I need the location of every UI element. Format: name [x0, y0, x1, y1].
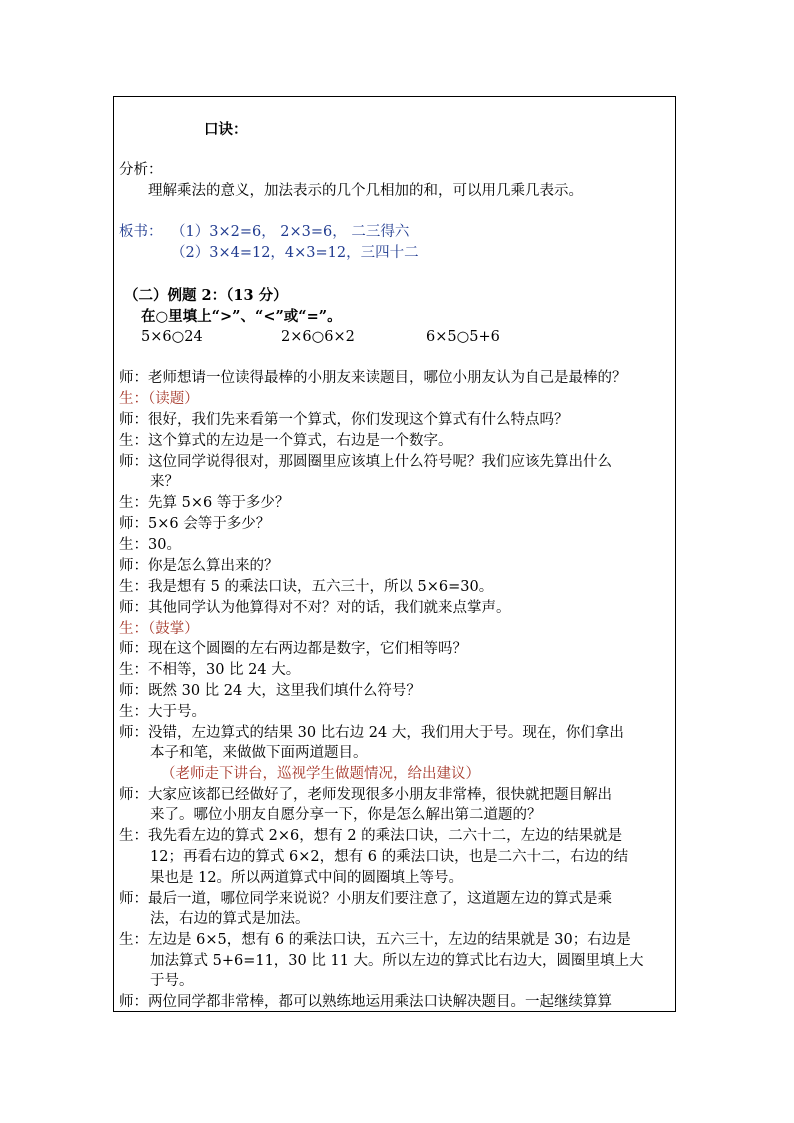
- analysis-title: 分析：: [119, 162, 163, 178]
- dialogue-line: 师：两位同学都非常棒，都可以熟练地运用乘法口诀解决题目。一起继续算算: [119, 994, 612, 1010]
- problem-3: 6×5○5+6: [426, 329, 500, 345]
- dialogue-line: 本子和笔，来做做下面两道题目。: [150, 745, 368, 761]
- dialogue-line: 生：左边是 6×5，想有 6 的乘法口诀，五六三十，左边的结果就是 30；右边是: [119, 932, 631, 948]
- koujue-heading: 口诀：: [204, 121, 248, 138]
- dialogue-line: 师：5×6 会等于多少？: [119, 516, 271, 532]
- dialogue-line: 师：其他同学认为他算得对不对？对的话，我们就来点掌声。: [119, 600, 511, 616]
- dialogue-line: 生：大于号。: [119, 704, 206, 720]
- dialogue-line: 生：我是想有 5 的乘法口诀，五六三十，所以 5×6=30。: [119, 579, 494, 595]
- problem-2: 2×6○6×2: [281, 329, 355, 345]
- dialogue-line: 加法算式 5+6=11，30 比 11 大。所以左边的算式比右边大，圆圈里填上大: [150, 953, 644, 969]
- dialogue-line: 师：你是怎么算出来的？: [119, 558, 279, 574]
- problem-1: 5×6○24: [141, 329, 203, 345]
- dialogue-line: 师：很好，我们先来看第一个算式，你们发现这个算式有什么特点吗？: [119, 412, 569, 428]
- dialogue-line: 师：大家应该都已经做好了，老师发现很多小朋友非常棒，很快就把题目解出: [119, 787, 612, 803]
- dialogue-line: 法，右边的算式是加法。: [150, 911, 310, 927]
- dialogue-line: （老师走下讲台，巡视学生做题情况，给出建议）: [161, 766, 480, 782]
- instruction: 在○里填上“>”、“<”或“=”。: [141, 308, 342, 325]
- analysis-text: 理解乘法的意义，加法表示的几个几相加的和，可以用几乘几表示。: [148, 183, 583, 199]
- example-heading: （二）例题 2：（13 分）: [124, 287, 288, 304]
- dialogue-line: 生：不相等，30 比 24 大。: [119, 662, 301, 678]
- dialogue-line: 师：现在这个圆圈的左右两边都是数字，它们相等吗？: [119, 641, 467, 657]
- dialogue-line: 生：我先看左边的算式 2×6，想有 2 的乘法口诀，二六十二，左边的结果就是: [119, 828, 623, 844]
- dialogue-line: 生：30。: [119, 537, 181, 553]
- dialogue-line: 生：先算 5×6 等于多少？: [119, 495, 290, 511]
- board-line-2: （2）3×4=12，4×3=12，三四十二: [171, 245, 419, 261]
- dialogue-line: 生：（读题）: [119, 391, 199, 407]
- dialogue-line: 来了。哪位小朋友自愿分享一下，你是怎么解出第二道题的？: [150, 807, 542, 823]
- dialogue-line: 于号。: [150, 973, 194, 989]
- dialogue-line: 师：没错，左边算式的结果 30 比右边 24 大，我们用大于号。现在，你们拿出: [119, 725, 624, 741]
- board-line-1: （1）3×2=6， 2×3=6， 二三得六: [171, 224, 410, 240]
- dialogue-line: 12；再看右边的算式 6×2，想有 6 的乘法口诀，也是二六十二，右边的结: [150, 849, 629, 865]
- lesson-plan-table: [113, 96, 676, 1012]
- dialogue-line: 师：最后一道，哪位同学来说说？小朋友们要注意了，这道题左边的算式是乘: [119, 891, 612, 907]
- dialogue-line: 师：老师想请一位读得最棒的小朋友来读题目，哪位小朋友认为自己是最棒的？: [119, 370, 627, 386]
- board-label: 板书：: [119, 224, 163, 240]
- dialogue-line: 果也是 12。所以两道算式中间的圆圈填上等号。: [150, 870, 464, 886]
- dialogue-line: 生：（鼓掌）: [119, 621, 199, 637]
- dialogue-line: 生：这个算式的左边是一个算式，右边是一个数字。: [119, 433, 453, 449]
- dialogue-line: 来？: [150, 474, 179, 490]
- dialogue-line: 师：这位同学说得很对，那圆圈里应该填上什么符号呢？我们应该先算出什么: [119, 454, 612, 470]
- dialogue-line: 师：既然 30 比 24 大，这里我们填什么符号？: [119, 683, 421, 699]
